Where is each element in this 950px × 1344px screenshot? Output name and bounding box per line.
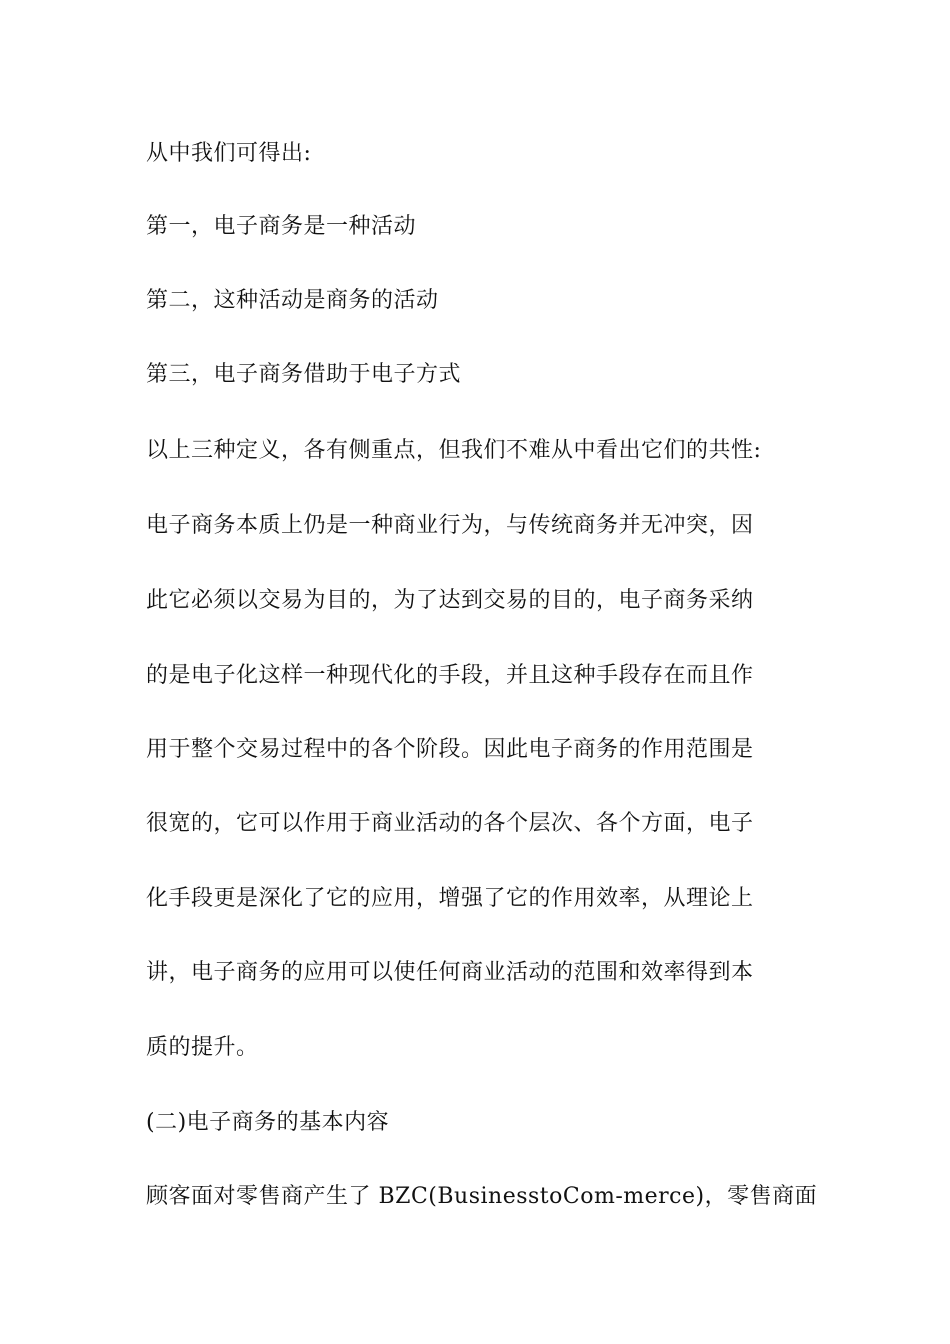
text-line: 很宽的，它可以作用于商业活动的各个层次、各个方面，电子: [146, 811, 754, 836]
text-line: 以上三种定义，各有侧重点，但我们不难从中看出它们的共性:: [146, 438, 762, 463]
text-line: 顾客面对零售商产生了 BZC(BusinesstoCom-merce)，零售商面: [146, 1184, 818, 1209]
text-line: 第二，这种活动是商务的活动: [146, 288, 439, 313]
section-heading: (二)电子商务的基本内容: [146, 1110, 390, 1135]
text-line: 第三，电子商务借助于电子方式: [146, 362, 462, 387]
text-line: 从中我们可得出:: [146, 141, 312, 166]
text-line: 质的提升。: [146, 1035, 259, 1060]
text-line: 的是电子化这样一种现代化的手段，并且这种手段存在而且作: [146, 663, 754, 688]
text-line: 用于整个交易过程中的各个阶段。因此电子商务的作用范围是: [146, 737, 754, 762]
text-line: 讲，电子商务的应用可以使任何商业活动的范围和效率得到本: [146, 960, 754, 985]
text-line: 电子商务本质上仍是一种商业行为，与传统商务并无冲突，因: [146, 513, 754, 538]
text-line: 化手段更是深化了它的应用，增强了它的作用效率，从理论上: [146, 886, 754, 911]
text-line: 此它必须以交易为目的，为了达到交易的目的，电子商务采纳: [146, 588, 754, 613]
text-line: 第一，电子商务是一种活动: [146, 214, 417, 239]
